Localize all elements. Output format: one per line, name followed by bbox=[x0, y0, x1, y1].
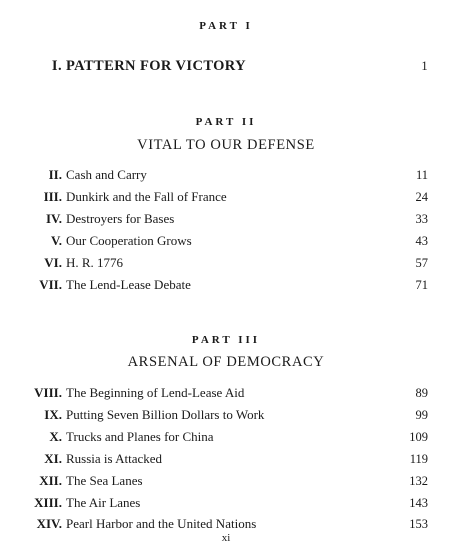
chapter-number: XIV. bbox=[36, 516, 62, 531]
chapter-number: IV. bbox=[45, 211, 62, 226]
chapter-page: 33 bbox=[415, 212, 428, 226]
toc-entry bbox=[0, 232, 452, 250]
toc-entry bbox=[0, 210, 452, 228]
chapter-number: III. bbox=[43, 189, 62, 204]
chapter-number: VI. bbox=[44, 255, 62, 270]
chapter-number: XI. bbox=[44, 451, 62, 466]
chapter-title: The Air Lanes bbox=[66, 495, 141, 510]
chapter-page: 57 bbox=[415, 256, 428, 270]
part-2-title: VITAL TO OUR DEFENSE bbox=[137, 137, 315, 153]
chapter-title: PATTERN FOR VICTORY bbox=[66, 58, 247, 74]
chapter-page: 143 bbox=[409, 496, 428, 510]
chapter-number: I. bbox=[51, 58, 62, 74]
page-number: xi bbox=[221, 532, 231, 544]
chapter-title: Trucks and Planes for China bbox=[66, 429, 214, 444]
chapter-title: Russia is Attacked bbox=[66, 451, 163, 466]
toc-entry bbox=[0, 188, 452, 206]
chapter-title: H. R. 1776 bbox=[66, 255, 124, 270]
toc-entry bbox=[0, 515, 452, 533]
toc-entry bbox=[0, 276, 452, 294]
toc-entry bbox=[0, 450, 452, 468]
chapter-number: IX. bbox=[44, 407, 62, 422]
chapter-number: V. bbox=[51, 233, 62, 248]
chapter-number: VIII. bbox=[34, 385, 62, 400]
chapter-number: XII. bbox=[39, 473, 62, 488]
part-2-label: PART II bbox=[195, 116, 257, 128]
toc-entry bbox=[0, 254, 452, 272]
toc-entry bbox=[0, 57, 452, 75]
chapter-title: Cash and Carry bbox=[66, 167, 147, 182]
chapter-page: 132 bbox=[409, 474, 428, 488]
toc-entry bbox=[0, 166, 452, 184]
chapter-page: 153 bbox=[409, 517, 428, 531]
chapter-number: VII. bbox=[39, 277, 62, 292]
toc-entry bbox=[0, 384, 452, 402]
chapter-title: Destroyers for Bases bbox=[66, 211, 175, 226]
toc-entry bbox=[0, 406, 452, 424]
chapter-title: Putting Seven Billion Dollars to Work bbox=[66, 407, 265, 422]
toc-entry bbox=[0, 472, 452, 490]
chapter-number: X. bbox=[49, 429, 62, 444]
chapter-title: The Lend-Lease Debate bbox=[66, 277, 191, 292]
chapter-title: Pearl Harbor and the United Nations bbox=[66, 516, 257, 531]
chapter-number: XIII. bbox=[34, 495, 62, 510]
chapter-number: II. bbox=[48, 167, 62, 182]
chapter-title: Dunkirk and the Fall of France bbox=[66, 189, 227, 204]
part-1-label: PART I bbox=[199, 20, 253, 32]
chapter-title: The Beginning of Lend-Lease Aid bbox=[66, 385, 245, 400]
chapter-page: 119 bbox=[409, 452, 428, 466]
part-3-label: PART III bbox=[191, 334, 261, 346]
chapter-page: 89 bbox=[415, 386, 428, 400]
toc-entry bbox=[0, 428, 452, 446]
chapter-page: 1 bbox=[421, 59, 428, 73]
chapter-title: Our Cooperation Grows bbox=[66, 233, 192, 248]
chapter-page: 71 bbox=[415, 278, 428, 292]
chapter-page: 99 bbox=[415, 408, 428, 422]
chapter-page: 43 bbox=[415, 234, 428, 248]
chapter-page: 11 bbox=[415, 168, 428, 182]
chapter-page: 24 bbox=[415, 190, 428, 204]
chapter-title: The Sea Lanes bbox=[66, 473, 143, 488]
toc-entry bbox=[0, 494, 452, 512]
part-3-title: ARSENAL OF DEMOCRACY bbox=[127, 354, 325, 370]
chapter-page: 109 bbox=[409, 430, 428, 444]
